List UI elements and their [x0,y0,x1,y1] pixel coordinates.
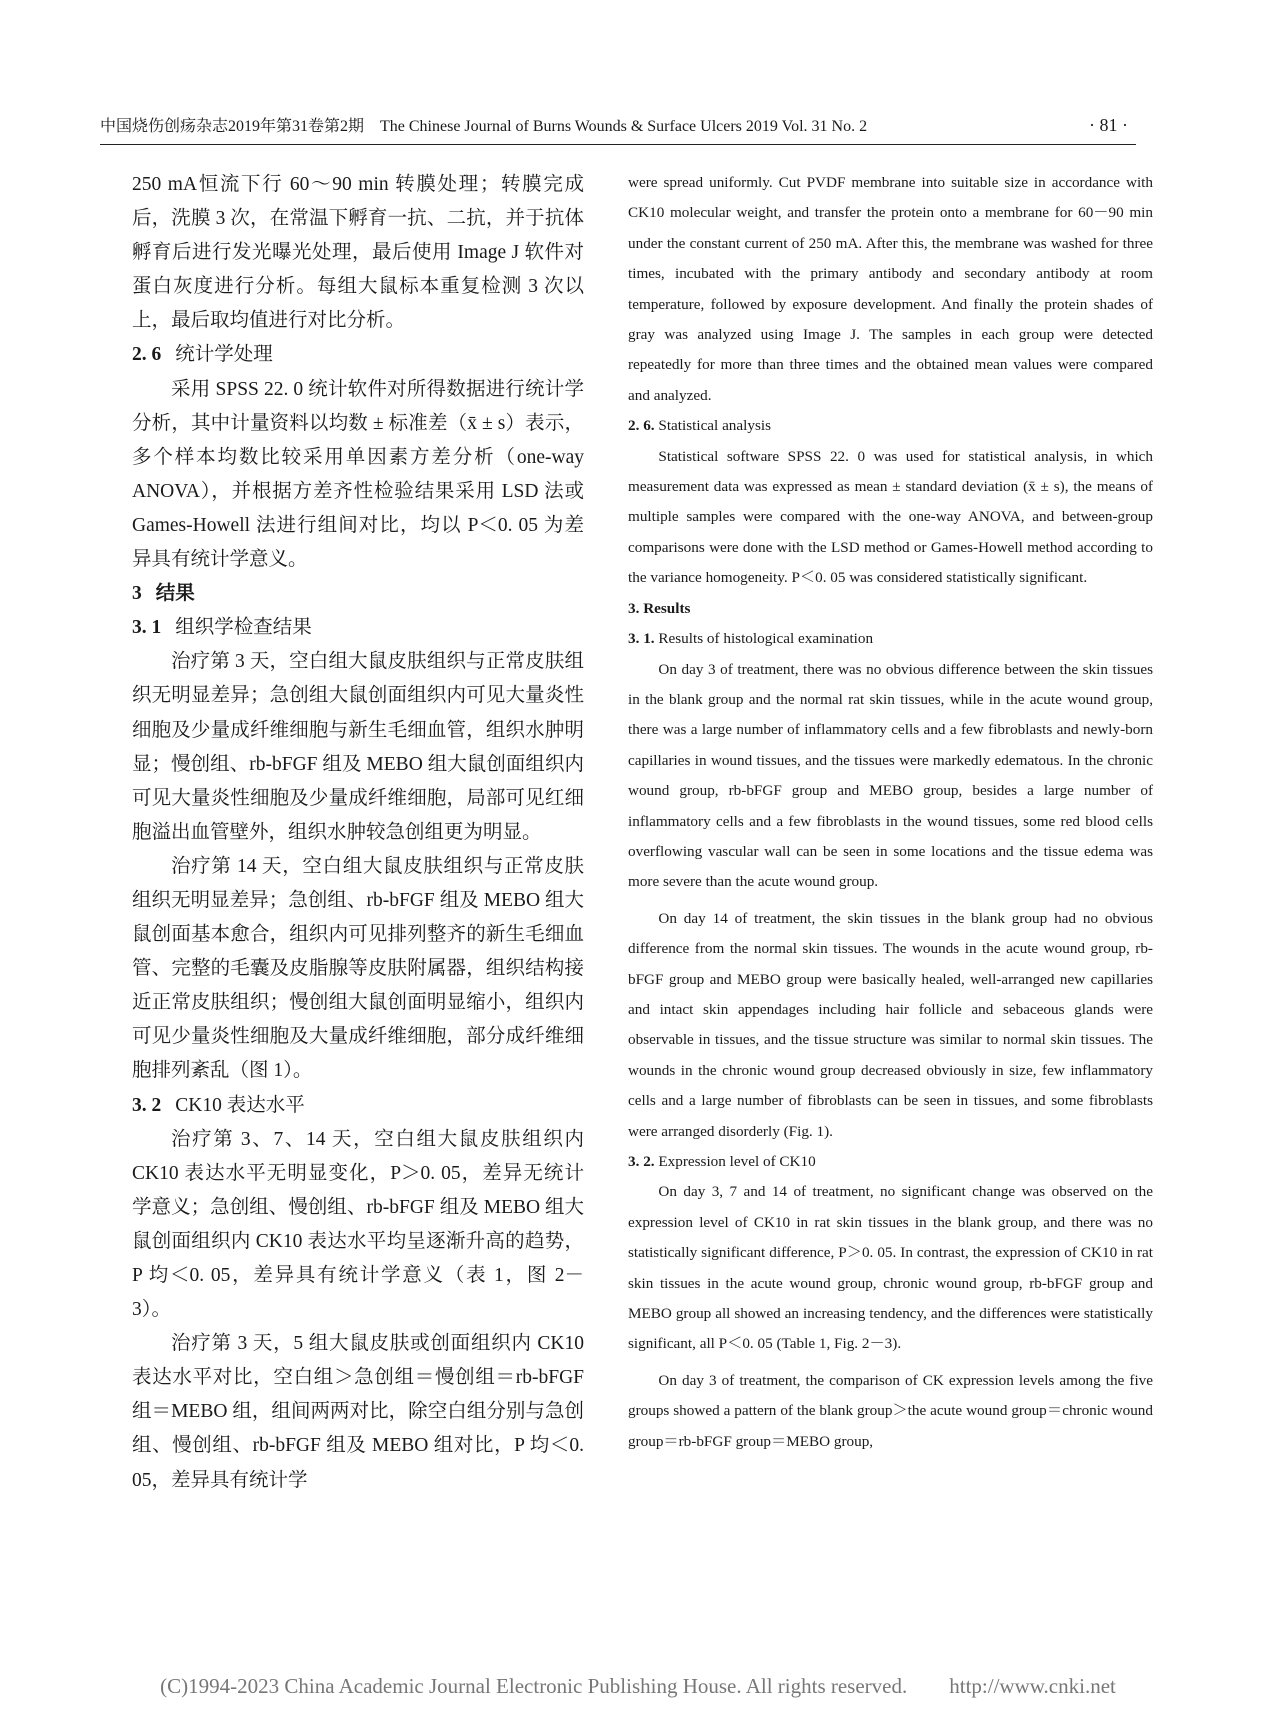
left-column-chinese [132,168,584,1498]
section-3-2-heading-en [628,1147,1153,1177]
section-title: 结果 [155,583,195,605]
section-number: 3. 1 [132,617,162,639]
right-column-english [628,168,1153,1457]
section-number: 3 [132,583,142,605]
paragraph-histology-day3-cn: 治疗第 3 天，空白组大鼠皮肤组织与正常皮肤组织无明显差异；急创组大鼠创面组织内可见大量炎性细胞及少量成纤维细胞与新生毛细血管，组织水肿明显；慢创组、rb-bFGF 组及 MEBO 组大鼠创面组织内可见大量炎性细胞及少量成纤维细胞，局部可见红细胞溢出血管壁外，组织水肿较急创组更为明显。 [132,651,584,843]
section-3-1-heading-cn [132,611,584,645]
paragraph-statistics-en: Statistical software SPSS 22. 0 was used for statistical analysis, in which measurement data was expressed as mean ± standard deviation (x̄ ± s), the means of multiple samples were compared with the one-way ANOVA, and between-group comparisons were done with the LSD method or Games-Howell method according to the variance homogeneity. P＜0. 05 was considered statistically significant. [628,447,1153,587]
section-title: Results of histological examination [658,630,874,648]
section-2-6-heading-cn [132,338,584,372]
paragraph-histology-day14-en: On day 14 of treatment, the skin tissues in the blank group had no obvious difference from the normal skin tissues. The wounds in the acute wound group, rb-bFGF group and MEBO group were basically healed, well-arranged new capillaries and intact skin appendages including hair follicle and sebaceous glands were observable in tissues, and the tissue structure was similar to normal skin tissues. The wounds in the chronic wound group decreased obviously in size, few inflammatory cells and a large number of fibroblasts can be seen in tissues, and some fibroblasts were arranged disorderly (Fig. 1). [628,909,1153,1140]
copyright-footer: (C)1994-2023 China Academic Journal Electronic Publishing House. All rights reserved. http://www.cnki.net [160,1674,1116,1698]
section-3-2-heading-cn [132,1089,584,1123]
section-title: Statistical analysis [658,417,771,435]
section-title: 组织学检查结果 [175,617,312,639]
page-number: · 81 · [1089,115,1128,135]
section-2-6-heading-en [628,411,1153,441]
section-number: 2. 6 [132,344,162,366]
paragraph-ck10-day3-en: On day 3 of treatment, the comparison of CK expression levels among the five groups showed a pattern of the blank group＞the acute wound group＝chronic wound group＝rb-bFGF group＝MEBO group, [628,1371,1153,1450]
journal-title: 中国烧伤创疡杂志2019年第31卷第2期 The Chinese Journal of Burns Wounds & Surface Ulcers 2019 Vol. 31 No. 2 [100,118,868,135]
section-3-heading-cn [132,577,584,611]
section-title: 统计学处理 [175,344,273,366]
paragraph-ck10-day3-cn: 治疗第 3 天，5 组大鼠皮肤或创面组织内 CK10 表达水平对比，空白组＞急创组＝慢创组＝rb-bFGF 组＝MEBO 组，组间两两对比，除空白组分别与急创组、慢创组、rb-bFGF 组及 MEBO 组对比，P 均＜0. 05，差异具有统计学 [132,1333,584,1491]
section-title: Expression level of CK10 [658,1153,816,1170]
paragraph-statistics-cn: 采用 SPSS 22. 0 统计软件对所得数据进行统计学分析，其中计量资料以均数 ± 标准差（x̄ ± s）表示，多个样本均数比较采用单因素方差分析（one-way ANOVA），并根据方差齐性检验结果采用 LSD 法或 Games-Howell 法进行组间对比，均以 P＜0. 05 为差异具有统计学意义。 [132,378,584,571]
paragraph-western-blot-cn: 250 mA恒流下行 60～90 min 转膜处理；转膜完成后，洗膜 3 次，在常温下孵育一抗、二抗，并于抗体孵育后进行发光曝光处理，最后使用 Image J 软件对蛋白灰度进行分析。每组大鼠标本重复检测 3 次以上，最后取均值进行对比分析。 [132,174,584,332]
section-number: 3. 1. [628,630,655,648]
paragraph-histology-day3-en: On day 3 of treatment, there was no obvious difference between the skin tissues in the blank group and the normal rat skin tissues, while in the acute wound group, there was a large number of inflammatory cells and a few fibroblasts and newly-born capillaries in wound tissues, and the tissues were markedly edematous. In the chronic wound group, rb-bFGF group and MEBO group, besides a large number of inflammatory cells and a few fibroblasts in the wound tissues, some red blood cells overflowing vascular wall can be seen in some locations and the tissue edema was more severe than the acute wound group. [628,660,1153,891]
section-title: CK10 表达水平 [175,1094,305,1116]
section-number: 3. 2 [132,1094,162,1116]
section-3-1-heading-en [628,624,1153,654]
section-number: 3. 2. [628,1153,655,1170]
paragraph-ck10-trend-cn: 治疗第 3、7、14 天，空白组大鼠皮肤组织内 CK10 表达水平无明显变化，P＞0. 05，差异无统计学意义；急创组、慢创组、rb-bFGF 组及 MEBO 组大鼠创面组织内 CK10 表达水平均呈逐渐升高的趋势，P 均＜0. 05，差异具有统计学意义（表 1，图 2－3）。 [132,1128,584,1321]
paragraph-histology-day14-cn: 治疗第 14 天，空白组大鼠皮肤组织与正常皮肤组织无明显差异；急创组、rb-bFGF 组及 MEBO 组大鼠创面基本愈合，组织内可见排列整齐的新生毛细血管、完整的毛囊及皮脂腺等皮肤附属器，组织结构接近正常皮肤组织；慢创组大鼠创面明显缩小，组织内可见少量炎性细胞及大量成纤维细胞，部分成纤维细胞排列紊乱（图 1）。 [132,855,584,1082]
paragraph-western-blot-en: were spread uniformly. Cut PVDF membrane into suitable size in accordance with CK10 molecular weight, and transfer the protein onto a membrane for 60－90 min under the constant current of 250 mA. After this, the membrane was washed for three times, incubated with the primary antibody and secondary antibody at room temperature, followed by exposure development. And finally the protein shades of gray was analyzed using Image J. The samples in each group were detected repeatedly for more than three times and the obtained mean values were compared and analyzed. [628,174,1153,404]
running-header [100,108,1136,145]
section-3-heading-en: 3. Results [628,599,691,617]
paragraph-ck10-trend-en: On day 3, 7 and 14 of treatment, no significant change was observed on the expression level of CK10 in rat skin tissues in the blank group, and there was no statistically significant difference, P＞0. 05. In contrast, the expression of CK10 in rat skin tissues in the acute wound group, chronic wound group, rb-bFGF group and MEBO group all showed an increasing tendency, and the differences were statistically significant, all P＜0. 05 (Table 1, Fig. 2－3). [628,1183,1153,1353]
section-number: 2. 6. [628,417,655,435]
